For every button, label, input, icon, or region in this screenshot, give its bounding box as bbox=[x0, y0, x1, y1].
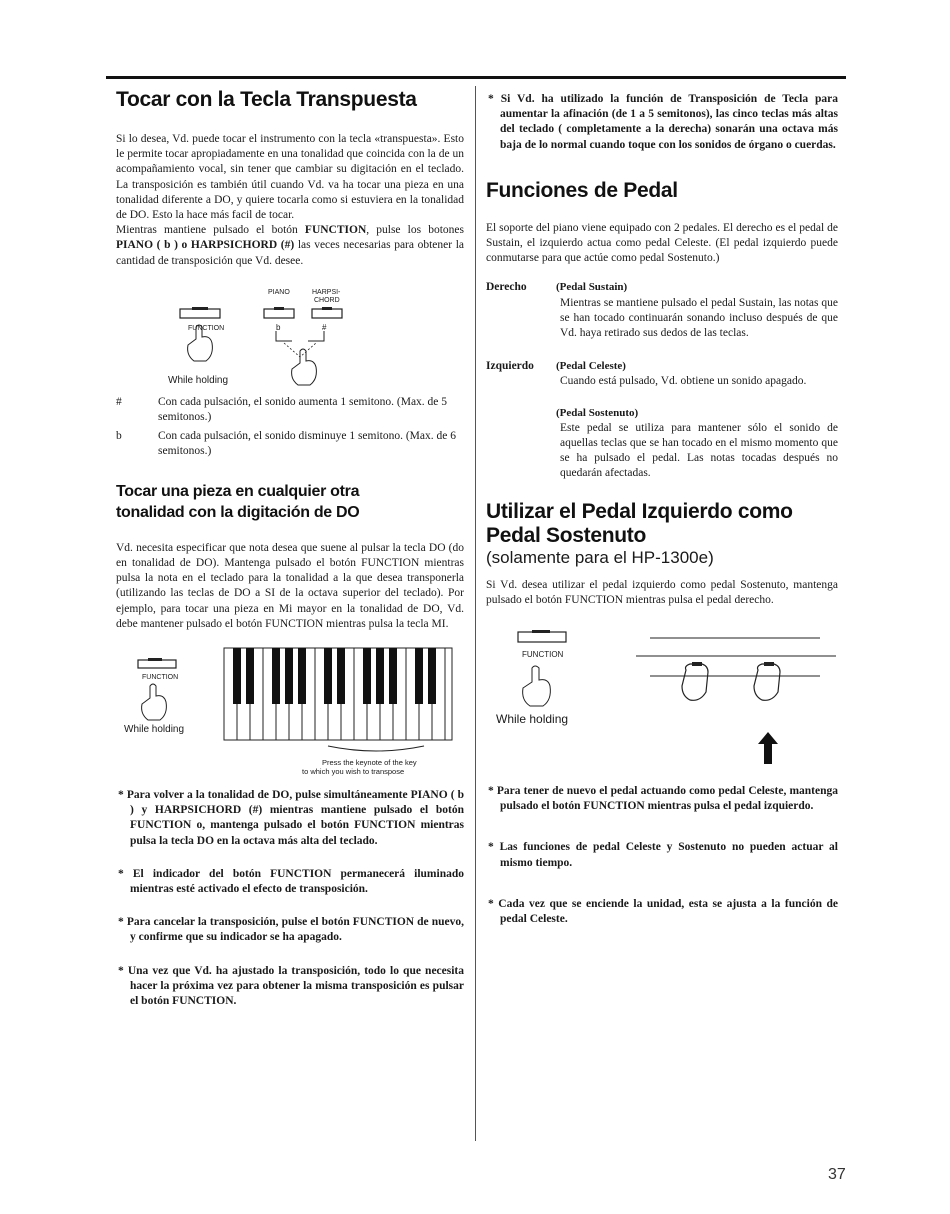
pedal-left-label: Izquierdo bbox=[486, 360, 534, 373]
transpose-instructions: Mientras mantiene pulsado el botón FUNCTION, pulse los botones PIANO ( b ) o HARPSICHORD (#) las veces necesarias para obtener la cantidad de transposición que Vd. desee. bbox=[116, 224, 464, 267]
sharp-symbol: # bbox=[322, 322, 327, 332]
page-number: 37 bbox=[828, 1166, 846, 1183]
top-rule bbox=[106, 76, 846, 79]
figure-transpose-buttons bbox=[116, 269, 464, 395]
flat-description: b Con cada pulsación, el sonido disminuye 1 semitono. (Max. de 6 semitonos.) bbox=[116, 429, 456, 457]
note-power-on-default: * Cada vez que se enciende la unidad, esta se ajusta a la función de pedal Celeste. bbox=[488, 897, 838, 926]
keyboard-caption-1: Press the keynote of the key bbox=[322, 758, 417, 768]
section-title-pedals: Funciones de Pedal bbox=[486, 178, 678, 202]
left-pedal-sostenuto-text: Si Vd. desea utilizar el pedal izquierdo como pedal Sostenuto, mantenga pulsado el botón FUNCTION mientras pulsa el pedal derecho. bbox=[486, 578, 838, 606]
function-label: FUNCTION bbox=[522, 650, 564, 660]
other-key-text: Vd. necesita especificar que nota desea que suene al pulsar la tecla DO (do en tonalidad de DO). Mantenga pulsado el botón FUNCTION mientras pulsa la nota en el teclado para la tonalidad a la que desea transponerla (utilizando las teclas de DO a SI de la octava superior del teclado). Por ejemplo, para tocar una pieza en Mi mayor en la tonalidad de DO, Vd. debe mantener pulsado el botón FUNCTION mientras pulsa la tecla MI. bbox=[116, 541, 464, 630]
section-title-transpose: Tocar con la Tecla Transpuesta bbox=[116, 88, 417, 111]
note-function-indicator: * El indicador del botón FUNCTION permanecerá iluminado mientras esté activado el efecto de transposición. bbox=[118, 867, 465, 896]
pedal-right-label: Derecho bbox=[486, 281, 527, 294]
sostenuto-desc: Este pedal se utiliza para mantener sólo el sonido de aquellas teclas que se han tocado en el mismo momento que se ha pulsado el pedal. Las notas tocadas después no quedarán afectadas. bbox=[560, 421, 838, 480]
function-label: FUNCTION bbox=[142, 674, 179, 682]
sustain-desc: Mientras se mantiene pulsado el pedal Sustain, las notas que se han tocado continuarán sonando incluso después de que Vd. haya retirado sus dedos de las teclas. bbox=[560, 296, 838, 340]
flat-symbol: b bbox=[276, 322, 281, 332]
pedal-right-block bbox=[486, 280, 838, 341]
note-return-celeste: * Para tener de nuevo el pedal actuando como pedal Celeste, mantenga pulsado el botón FUNCTION mientras pulsa el pedal izquierdo. bbox=[488, 785, 838, 813]
figure-keyboard bbox=[116, 642, 464, 776]
while-holding-label: While holding bbox=[168, 374, 229, 386]
celeste-title: (Pedal Celeste) bbox=[556, 360, 626, 373]
right-column bbox=[486, 86, 838, 927]
keyboard-drawing bbox=[116, 642, 464, 776]
left-column bbox=[116, 86, 464, 1009]
section-subtitle-model: (solamente para el HP-1300e) bbox=[486, 547, 714, 567]
pedals-drawing bbox=[486, 622, 838, 774]
note-return-to-c: * Para volver a la tonalidad de DO, pulse simultáneamente PIANO ( b ) y HARPSICHORD (#) mientras mantiene pulsado el botón FUNCTION o, mantenga pulsado el botón FUNCTION mientras pulsa la tecla DO en la octava más alta del teclado. bbox=[118, 789, 464, 847]
note-not-simultaneous: * Las funciones de pedal Celeste y Sostenuto no pueden actuar al mismo tiempo. bbox=[488, 841, 839, 869]
piano-label: PIANO bbox=[268, 288, 290, 296]
harpsi-label: HARPSI- bbox=[312, 288, 341, 296]
chord-label: CHORD bbox=[314, 296, 340, 304]
note-high-keys: * Si Vd. ha utilizado la función de Transposición de Tecla para aumentar la afinación (de 1 a 5 semitonos), las cinco teclas más altas del teclado ( completamente a la derecha) sonarán una octava más baja de lo normal cuando toque con los sonidos de órgano o cuerdas. bbox=[488, 93, 839, 151]
keyboard-caption-2: to which you wish to transpose bbox=[302, 767, 405, 777]
note-cancel-transpose: * Para cancelar la transposición, pulse el botón FUNCTION de nuevo, y confirme que su indicador se ha apagado. bbox=[118, 916, 464, 944]
section-title-other-key: Tocar una pieza en cualquier otra tonalidad con la digitación de DO bbox=[116, 482, 360, 521]
column-divider bbox=[475, 86, 476, 1141]
pedal-left-block bbox=[486, 359, 838, 481]
transpose-intro: Si lo desea, Vd. puede tocar el instrumento con la tecla «transpuesta». Esto le permite tocar apropiadamente en una tonalidad que coincida con la de un acompañamiento vocal, sin tener que cambiar su digitación en el teclado. La transposición es también útil cuando Vd. va ha tocar una pieza en una tonalidad diferente a DO, y quiere tocarla como si estuviera en la tonalidad de DO. Esto la hace más facil de tocar. bbox=[116, 133, 464, 222]
celeste-desc: Cuando está pulsado, Vd. obtiene un sonido apagado. bbox=[560, 375, 807, 388]
function-label: FUNCTION bbox=[188, 324, 225, 332]
section-title-left-pedal-sostenuto: Utilizar el Pedal Izquierdo como Pedal Sostenuto bbox=[486, 499, 793, 547]
figure-pedals bbox=[486, 622, 838, 774]
sustain-title: (Pedal Sustain) bbox=[556, 281, 628, 294]
keyboard-keys bbox=[224, 648, 452, 740]
while-holding-label: While holding bbox=[124, 724, 185, 736]
while-holding-label: While holding bbox=[496, 712, 569, 727]
pedals-intro: El soporte del piano viene equipado con 2 pedales. El derecho es el pedal de Sustain, el izquierdo actua como pedal Celeste. (El pedal izquierdo puede conmutarse para que actúe como pedal Sostenuto.) bbox=[486, 221, 838, 265]
sharp-description: # Con cada pulsación, el sonido aumenta 1 semitono. (Max. de 5 semitonos.) bbox=[116, 395, 448, 423]
note-recall-transpose: * Una vez que Vd. ha ajustado la transposición, todo lo que necesita hacer la próxima vez para obtener la misma transposición es pulsar el botón FUNCTION. bbox=[118, 964, 465, 1008]
sostenuto-title: (Pedal Sostenuto) bbox=[556, 406, 639, 419]
